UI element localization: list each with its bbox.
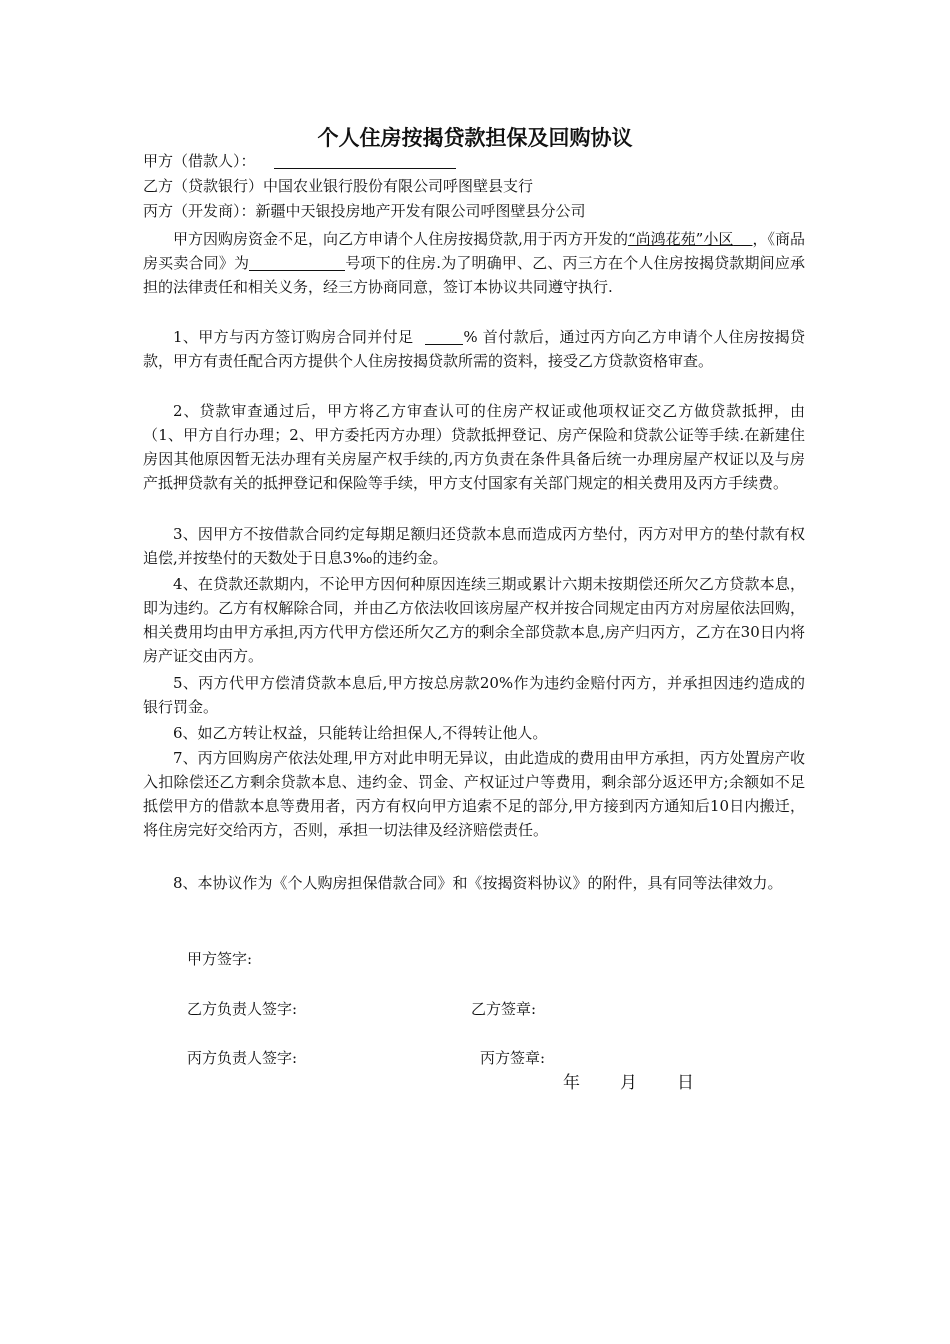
clause-7: 7、丙方回购房产依法处理,甲方对此申明无异议，由此造成的费用由甲方承担，丙方处置房产收入扣除偿还乙方剩余贷款本息、违约金、罚金、产权证过户等费用，剩余部分返还甲方;余额如不足抵偿甲方的借款本息等费用者，丙方有权向甲方追索不足的部分,甲方接到丙方通知后10日内搬迁，将住房完好交给丙方，否则，承担一切法律及经济赔偿责任。	[143, 749, 805, 839]
clause-6: 6、如乙方转让权益，只能转让给担保人,不得转让他人。	[173, 724, 548, 742]
date-month: 月	[620, 1073, 637, 1093]
down-payment-blank	[425, 328, 463, 345]
clause-1-part2: % 首付款后，通过丙方向乙方申请个人住房按揭贷款，甲方有责任配合丙方提供个人住房按揭贷款所需的资料，接受乙方贷款资格审查。	[143, 328, 806, 370]
clause-8: 8、本协议作为《个人购房担保借款合同》和《按揭资料协议》的附件，具有同等法律效力。	[173, 874, 783, 892]
clause-2: 2、贷款审查通过后，甲方将乙方审查认可的住房产权证或他项权证交乙方做贷款抵押，由（1、甲方自行办理；2、甲方委托丙方办理）贷款抵押登记、房产保险和贷款公证等手续.在新建住房因其他原因暂无法办理有关房屋产权手续的,丙方负责在条件具备后统一办理房屋产权证以及与房产抵押贷款有关的抵押登记和保险等手续，甲方支付国家有关部门规定的相关费用及丙方手续费。	[143, 402, 805, 492]
clause-1	[143, 325, 805, 373]
clause-1-part1: 1、甲方与丙方签订购房合同并付足	[173, 328, 414, 346]
clause-5: 5、丙方代甲方偿清贷款本息后,甲方按总房款20%作为违约金赔付丙方，并承担因违约造成的银行罚金。	[143, 674, 805, 716]
intro-part3: 号项下的住房.为了明确甲、乙、丙三方在个人住房按揭贷款期间应承担的法律责任和相关义务，经三方协商同意，签订本协议共同遵守执行.	[143, 254, 805, 296]
party-b-line: 乙方（贷款银行）中国农业银行股份有限公司呼图壁县支行	[143, 177, 534, 195]
intro-part2: ，《商品房买卖合同》为	[143, 230, 805, 272]
intro-paragraph	[143, 227, 805, 299]
party-c-person-signature-label: 丙方负责人签字:	[187, 1049, 298, 1067]
document-title: 个人住房按揭贷款担保及回购协议	[317, 126, 633, 150]
project-name-pad	[733, 230, 752, 248]
party-a-blank	[274, 152, 456, 169]
party-a-label: 甲方（借款人）：	[143, 152, 256, 170]
party-c-line: 丙方（开发商）：新疆中天银投房地产开发有限公司呼图壁县分公司	[143, 202, 586, 220]
clause-4: 4、在贷款还款期内，不论甲方因何种原因连续三期或累计六期未按期偿还所欠乙方贷款本息，即为违约。乙方有权解除合同，并由乙方依法收回该房屋产权并按合同规定由丙方对房屋依法回购，相关费用均由甲方承担,丙方代甲方偿还所欠乙方的剩余全部贷款本息,房产归丙方，乙方在30日内将房产证交由丙方。	[143, 575, 805, 665]
party-a-signature-label: 甲方签字:	[187, 950, 253, 968]
project-name: “尚鸿花苑”小区	[627, 230, 734, 248]
contract-number-blank	[249, 254, 345, 271]
party-b-seal-label: 乙方签章:	[471, 1000, 537, 1018]
party-a-line	[143, 149, 456, 173]
clause-3: 3、因甲方不按借款合同约定每期足额归还贷款本息而造成丙方垫付，丙方对甲方的垫付款有权追偿,并按垫付的天数处于日息3‰的违约金。	[143, 525, 805, 567]
intro-part1: 甲方因购房资金不足，向乙方申请个人住房按揭贷款,用于丙方开发的	[173, 230, 628, 248]
date-year: 年	[563, 1073, 580, 1093]
party-c-seal-label: 丙方签章:	[480, 1049, 546, 1067]
date-day: 日	[677, 1073, 694, 1093]
party-b-person-signature-label: 乙方负责人签字:	[187, 1000, 298, 1018]
